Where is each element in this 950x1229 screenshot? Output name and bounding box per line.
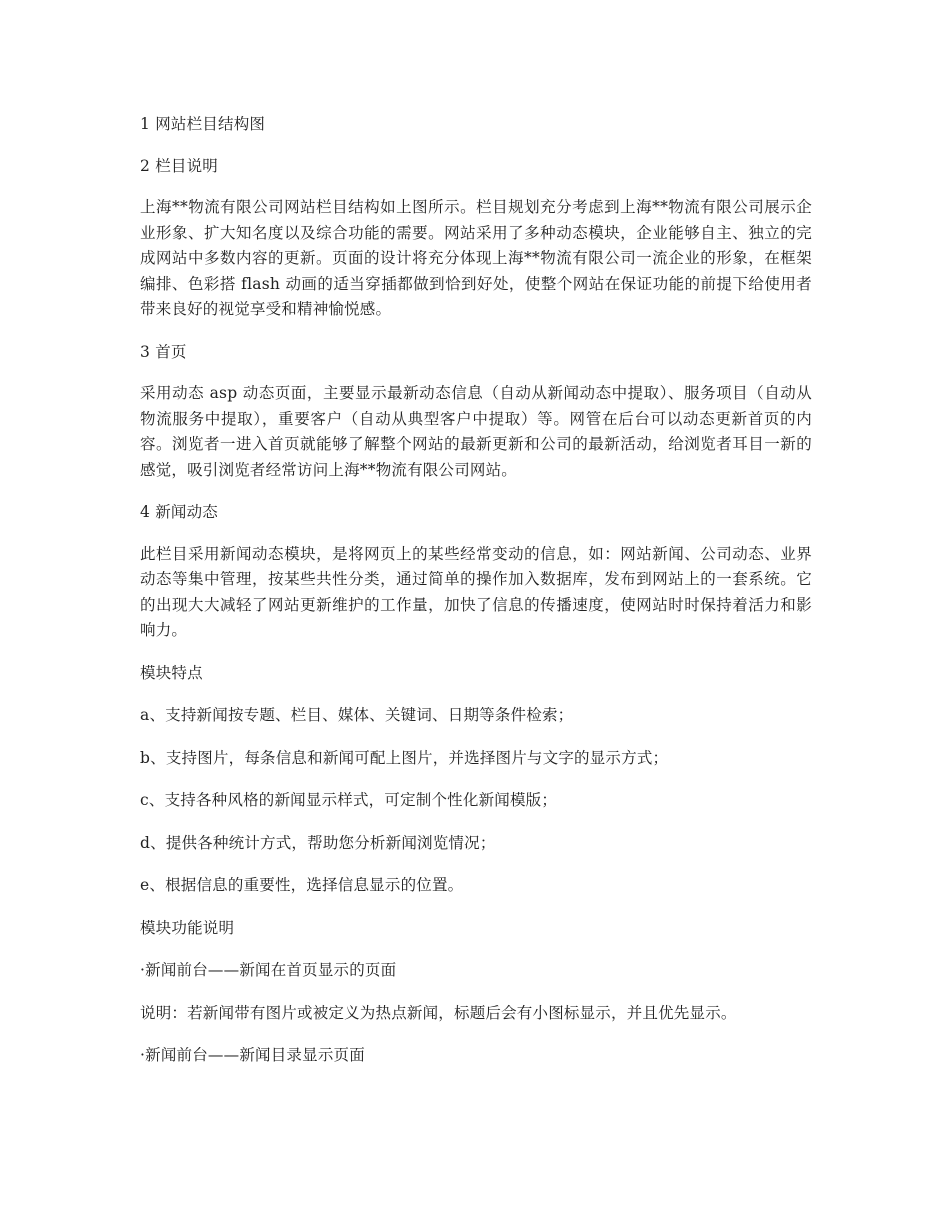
feature-item-a: a、支持新闻按专题、栏目、媒体、关键词、日期等条件检索；	[140, 706, 574, 724]
section-heading-structure: 1 网站栏目结构图	[140, 115, 266, 133]
module-function-heading: 模块功能说明	[140, 918, 235, 937]
paragraph-homepage: 采用动态 asp 动态页面，主要显示最新动态信息（自动从新闻动态中提取）、服务项目（自动从物流服务中提取），重要客户（自动从典型客户中提取）等。网管在后台可以动态更新首页的内容。浏览者一进入首页就能够了解整个网站的最新更新和公司的最新活动，给浏览者耳目一新的感觉，吸引浏览者经常访问上海**物流有限公司网站。	[140, 384, 812, 479]
news-frontpage-item: ·新闻前台——新闻在首页显示的页面	[140, 961, 397, 979]
paragraph-column-description: 上海**物流有限公司网站栏目结构如上图所示。栏目规划充分考虑到上海**物流有限公司展示企业形象、扩大知名度以及综合功能的需要。网站采用了多种动态模块，企业能够自主、独立的完成网站中多数内容的更新。页面的设计将充分体现上海**物流有限公司一流企业的形象，在框架编排、色彩搭 flash 动画的适当穿插都做到恰到好处，使整个网站在保证功能的前提下给使用者带来良好的视觉享受和精神愉悦感。	[140, 198, 812, 318]
news-frontpage-note: 说明：若新闻带有图片或被定义为热点新闻，标题后会有小图标显示，并且优先显示。	[140, 1003, 737, 1022]
document-page	[140, 112, 812, 1086]
section-heading-column-description: 2 栏目说明	[140, 156, 218, 175]
module-features-heading: 模块特点	[140, 663, 203, 682]
feature-item-b: b、支持图片，每条信息和新闻可配上图片，并选择图片与文字的显示方式；	[140, 748, 669, 767]
feature-item-c: c、支持各种风格的新闻显示样式，可定制个性化新闻模版；	[140, 791, 558, 809]
feature-item-d: d、提供各种统计方式，帮助您分析新闻浏览情况；	[140, 833, 496, 852]
section-heading-homepage: 3 首页	[140, 342, 187, 361]
feature-item-e: e、根据信息的重要性，选择信息显示的位置。	[140, 876, 464, 894]
paragraph-news: 此栏目采用新闻动态模块，是将网页上的某些经常变动的信息，如：网站新闻、公司动态、业界动态等集中管理，按某些共性分类，通过简单的操作加入数据库，发布到网站上的一套系统。它的出现大大减轻了网站更新维护的工作量，加快了信息的传播速度，使网站时时保持着活力和影响力。	[140, 544, 812, 639]
news-directory-item: ·新闻前台——新闻目录显示页面	[140, 1046, 365, 1064]
section-heading-news: 4 新闻动态	[140, 503, 218, 521]
